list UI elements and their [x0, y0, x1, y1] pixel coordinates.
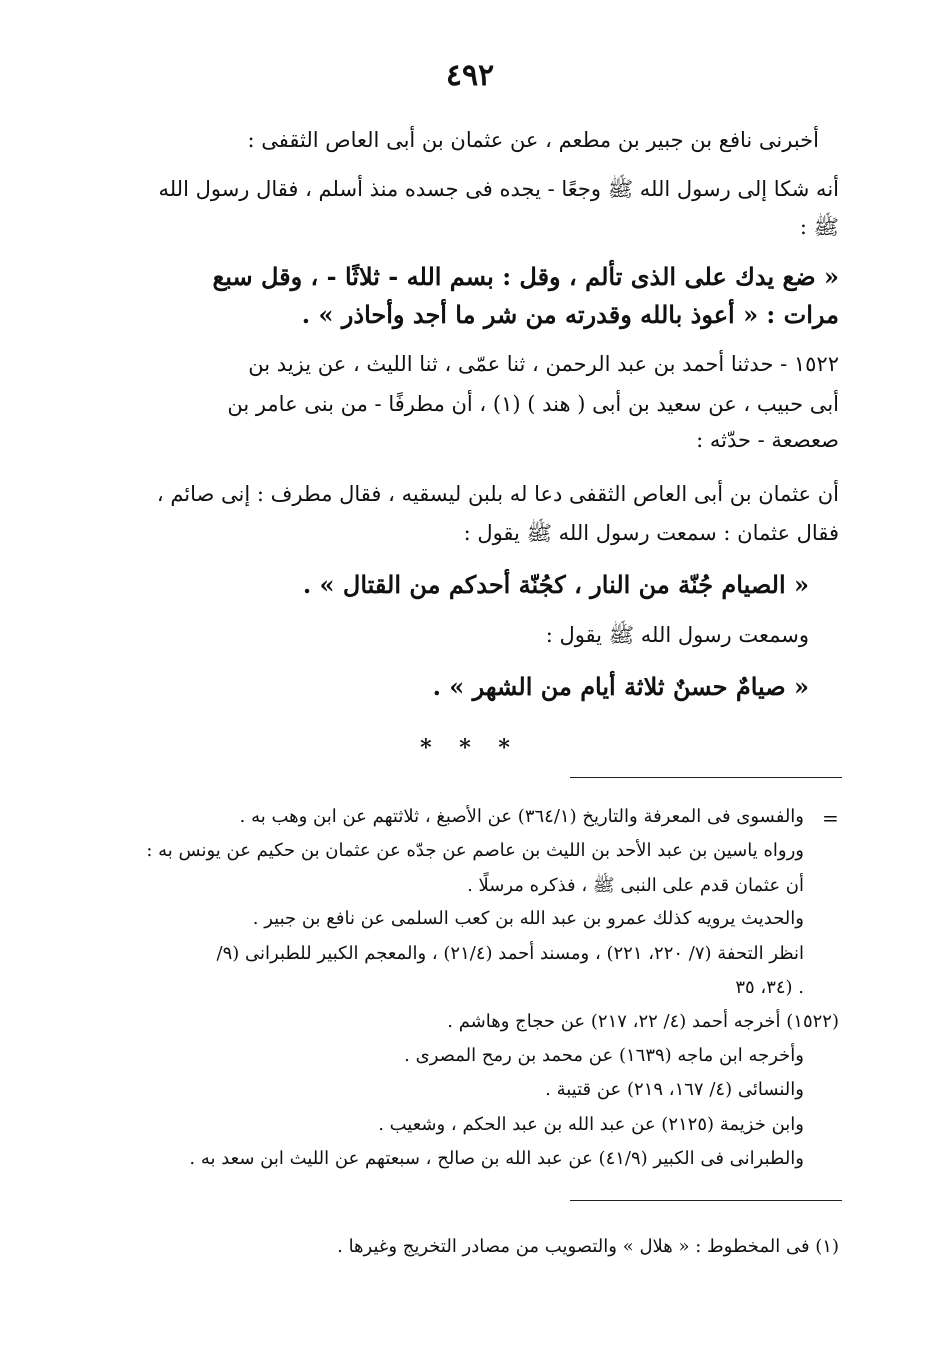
footnote-line: ٣٤، ٣٥) .: [735, 977, 804, 998]
footnote-line: وأخرجه ابن ماجه (١٦٣٩) عن محمد بن رمح المصرى .: [404, 1045, 804, 1066]
hadith-text-line: « ضع يدك على الذى تألم ، وقل : بسم الله - ثلاثًا - ، وقل سبع: [212, 262, 839, 291]
footnote-line: والفسوى فى المعرفة والتاريخ (٣٦٤/١) عن الأصبغ ، ثلاثتهم عن ابن وهب به .: [239, 806, 804, 827]
footnote-line: انظر التحفة (٧/ ٢٢٠، ٢٢١) ، ومسند أحمد (٢١/٤) ، والمعجم الكبير للطبرانى (٩/: [216, 943, 804, 964]
manuscript-note: (١) فى المخطوط : « هلال » والتصويب من مصادر التخريج وغيرها .: [337, 1236, 839, 1257]
footnote-line: (١٥٢٢) أخرجه أحمد (٤/ ٢٢، ٢١٧) عن حجاج وهاشم .: [447, 1011, 839, 1032]
footnote-line: والحديث يرويه كذلك عمرو بن عبد الله بن كعب السلمى عن نافع بن جبير .: [252, 908, 804, 929]
text-line: أبى حبيب ، عن سعيد بن أبى ( هند ) (١) ، أن مطرفًا - من بنى عامر بن: [227, 392, 839, 416]
footnote-line: أن عثمان قدم على النبى ﷺ ، فذكره مرسلًا .: [467, 875, 804, 896]
text-line: أنه شكا إلى رسول الله ﷺ وجعًا - يجده فى جسده منذ أسلم ، فقال رسول الله: [158, 177, 839, 201]
text-line: أخبرنى نافع بن جبير بن مطعم ، عن عثمان بن أبى العاص الثقفى :: [247, 128, 819, 152]
hadith-text-line: مرات : « أعوذ بالله وقدرته من شر ما أجد وأحاذر » .: [301, 300, 839, 329]
hadith-text-line: « صيامٌ حسنٌ ثلاثة أيام من الشهر » .: [432, 672, 809, 701]
text-line: فقال عثمان : سمعت رسول الله ﷺ يقول :: [463, 521, 839, 545]
hadith-text-line: « الصيام جُنّة من النار ، كجُنّة أحدكم من القتال » .: [302, 570, 809, 599]
page-number: ٤٩٢: [445, 58, 495, 93]
text-line: ﷺ :: [799, 215, 839, 239]
section-separator-stars: * * *: [420, 735, 520, 761]
footnote-divider: [570, 777, 842, 778]
footnote-line: والنسائى (٤/ ١٦٧، ٢١٩) عن قتيبة .: [545, 1079, 804, 1100]
footnote-line: ورواه ياسين بن عبد الأحد بن الليث بن عاصم عن جدّه عن عثمان بن حكيم عن يونس به :: [146, 840, 804, 861]
hadith-number-line: ١٥٢٢ - حدثنا أحمد بن عبد الرحمن ، ثنا عمّى ، ثنا الليث ، عن يزيد بن: [248, 352, 839, 376]
text-line: وسمعت رسول الله ﷺ يقول :: [545, 623, 809, 647]
footnote-line: والطبرانى فى الكبير (٤١/٩) عن عبد الله بن صالح ، سبعتهم عن الليث ابن سعد به .: [189, 1148, 804, 1169]
footnote-line: وابن خزيمة (٢١٢٥) عن عبد الله بن عبد الحكم ، وشعيب .: [378, 1114, 804, 1135]
continuation-mark: =: [822, 806, 839, 830]
text-line: صعصعة - حدّثه :: [696, 428, 839, 452]
note-divider: [570, 1200, 842, 1201]
text-line: أن عثمان بن أبى العاص الثقفى دعا له بلبن ليسقيه ، فقال مطرف : إنى صائم ،: [156, 482, 839, 506]
